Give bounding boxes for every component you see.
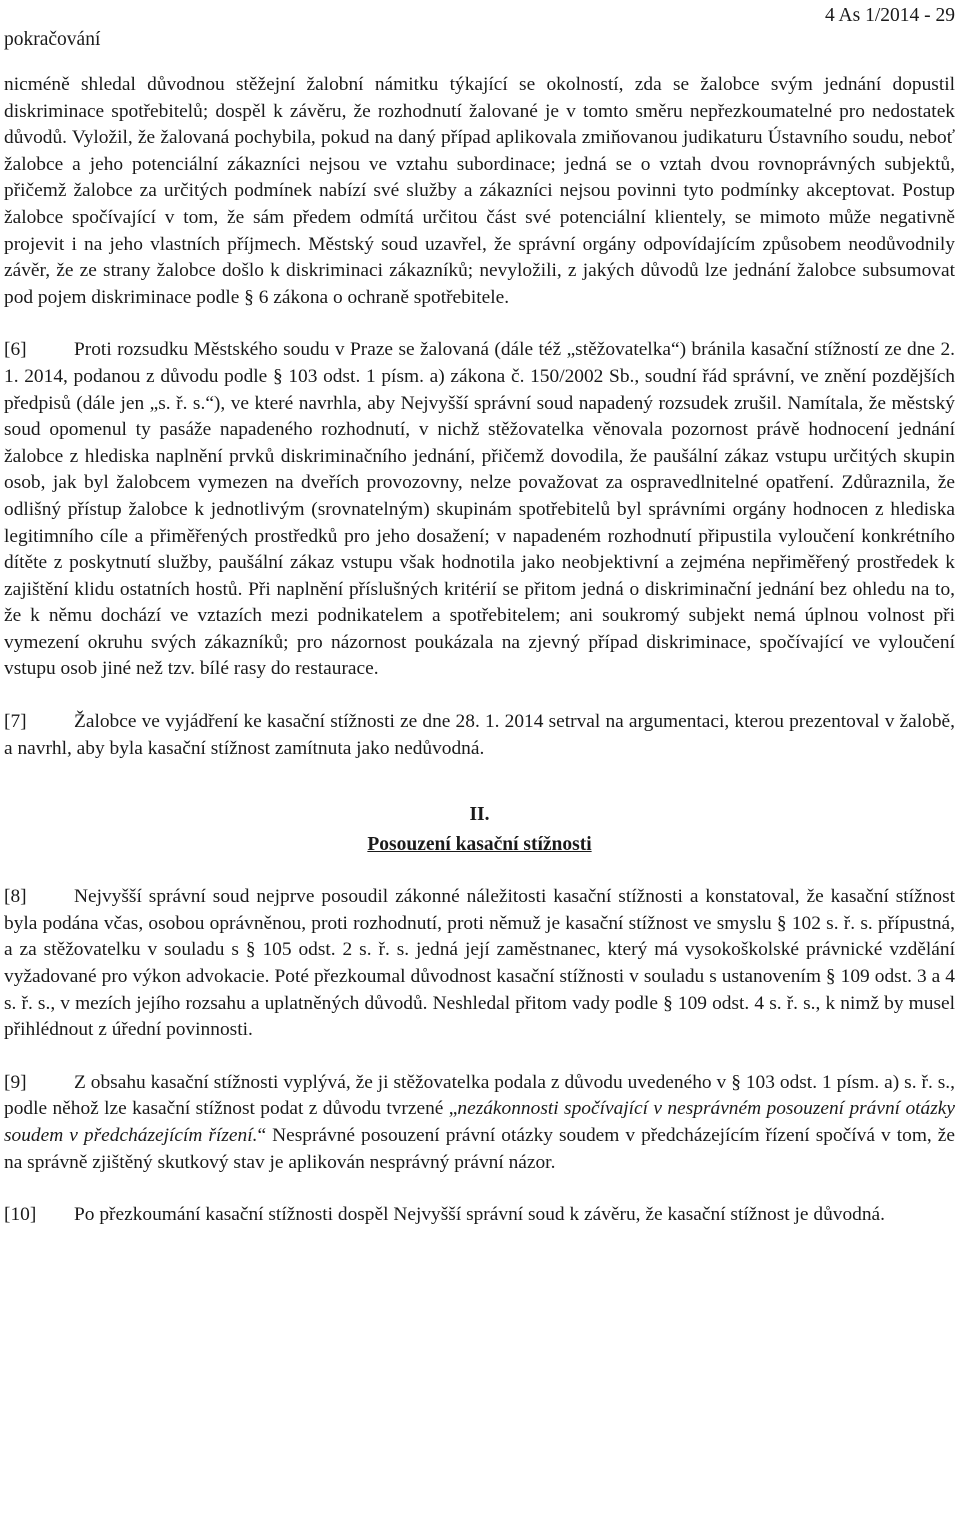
paragraph-6 <box>4 337 955 683</box>
paragraph-7 <box>4 709 955 762</box>
paragraph-text-continued: “ Nesprávné posouzení právní otázky soudem v předcházejícím řízení spočívá v tom, že na správně zjištěný skutkový stav je aplikován nesprávný právní názor. <box>4 1125 956 1173</box>
paragraph-8 <box>4 884 955 1044</box>
paragraph-9 <box>4 1070 955 1176</box>
section-title <box>4 830 955 860</box>
paragraph-number: [7] <box>4 711 27 733</box>
paragraph-number: [8] <box>4 886 27 908</box>
paragraph-text: Po přezkoumání kasační stížnosti dospěl Nejvyšší správní soud k závěru, že kasační stížnost je důvodná. <box>74 1204 885 1226</box>
paragraph-text: Proti rozsudku Městského soudu v Praze se žalovaná (dále též „stěžovatelka“) bránila kasační stížností ze dne 2. 1. 2014, podanou z důvodu podle § 103 odst. 1 písm. a) zákona č. 150/2002 Sb., soudní řád správní, ve znění pozdějších předpisů (dále jen „s. ř. s.“), ve které navrhla, aby Nejvyšší správní soud napadený rozsudek zrušil. Namítala, že městský soud opomenul ty pasáže napadeného rozhodnutí, v nichž stěžovatelka věnovala pozornost právě hodnocení jednání žalobce z hlediska naplnění prvků diskriminačního jednání, přičemž dovodila, že paušální zákaz vstupu určitých skupin osob, jak byl žalobcem vymezen na dveřích provozovny, nelze považovat za ospravedlnitelné opatření. Zdůraznila, že odlišný přístup žalobce k jednotlivým (srovnatelným) skupinám spotřebitelů byl správními orgány hodnocen z hlediska legitimního cíle a přiměřených prostředků pro jeho dosažení; v napadeném rozhodnutí připustila vyloučení konkrétního dítěte z poskytnutí služby, paušální zákaz vstupu však hodnotila jako neobjektivní a zejména nepřiměřený prostředek k zajištění klidu ostatních hostů. Při naplnění příslušných kritérií se přitom jedná o diskriminační jednání bez ohledu na to, že k němu dochází ve vztazích mezi podnikatelem a spotřebitelem; ani soukromý subjekt nemá úplnou volnost při vymezení okruhu svých zákazníků; pro názornost poukázala na zjevný případ diskriminace, spočívající ve vyloučení vstupu osob jiné než tzv. bílé rasy do restaurace. <box>4 339 955 680</box>
case-number: 4 As 1/2014 - 29 <box>824 5 955 26</box>
paragraph-10 <box>4 1202 955 1229</box>
section-number: II. <box>469 804 490 826</box>
paragraph-text: Z obsahu kasační stížnosti vyplývá, že ji stěžovatelka podala z důvodu uvedeného v § 103 odst. 1 písm. a) s. ř. s., podle něhož lze kasační stížnost podat z důvodu tvrzené „ <box>4 1071 955 1120</box>
continuation-label: pokračování <box>4 29 101 50</box>
page-header <box>4 0 955 62</box>
section-title-text: Posouzení kasační stížnosti <box>367 834 592 856</box>
paragraph-5-continuation: nicméně shledal důvodnou stěžejní žalobní námitku týkající se okolností, zda se žalobce svým jednání dopustil diskriminace spotřebitelů; dospěl k závěru, že rozhodnutí žalované je v tomto směru nepřezkoumatelné pro nedostatek důvodů. Vyložil, že žalovaná pochybila, pokud na daný případ aplikovala zmiňovanou judikaturu Ústavního soudu, neboť žalobce a jeho potenciální zákazníci nejsou ve vztahu subordinace; jedná se o vztah dvou rovnoprávných subjektů, přičemž žalobce za určitých podmínek nabízí své služby a zákazníci nejsou povinni tyto podmínky akceptovat. Postup žalobce spočívající v tom, že sám předem odmítá určitou část své potenciální klientely, se mimoto může negativně projevit i na jeho vlastních příjmech. Městský soud uzavřel, že správní orgány odpovídajícím způsobem neodůvodnily závěr, že ze strany žalobce došlo k diskriminaci zákazníků; nevyložili, z jakých důvodů lze jednání žalobce subsumovat pod pojem diskriminace podle § 6 zákona o ochraně spotřebitele. <box>4 74 955 308</box>
paragraph-text: Žalobce ve vyjádření ke kasační stížnosti ze dne 28. 1. 2014 setrval na argumentaci, kterou prezentoval v žalobě, a navrhl, aby byla kasační stížnost zamítnuta jako nedůvodná. <box>4 711 955 759</box>
quoted-italic-text: nezákonnosti spočívající v nesprávném posouzení právní otázky soudem v předcházejícím řízení. <box>4 1098 955 1146</box>
paragraph-text: Nejvyšší správní soud nejprve posoudil zákonné náležitosti kasační stížnosti a konstatoval, že kasační stížnost byla podána včas, osobou oprávněnou, proti rozhodnutí, proti němuž je kasační stížnost ve smyslu § 102 s. ř. s. přípustná, a za stěžovatelku v souladu s § 105 odst. 2 s. ř. s. jedná její zaměstnanec, který má vysokoškolské právnické vzdělání vyžadované pro výkon advokacie. Poté přezkoumal důvodnost kasační stížnosti v souladu s ustanovením § 109 odst. 3 a 4 s. ř. s., v mezích jejího rozsahu a uplatněných důvodů. Neshledal přitom vady podle § 109 odst. 4 s. ř. s., k nimž by musel přihlédnout z úřední povinnosti. <box>4 886 955 1041</box>
paragraph-number: [6] <box>4 339 27 361</box>
document-page <box>4 0 955 1229</box>
paragraph-number: [10] <box>4 1204 37 1226</box>
paragraph-number: [9] <box>4 1071 27 1093</box>
